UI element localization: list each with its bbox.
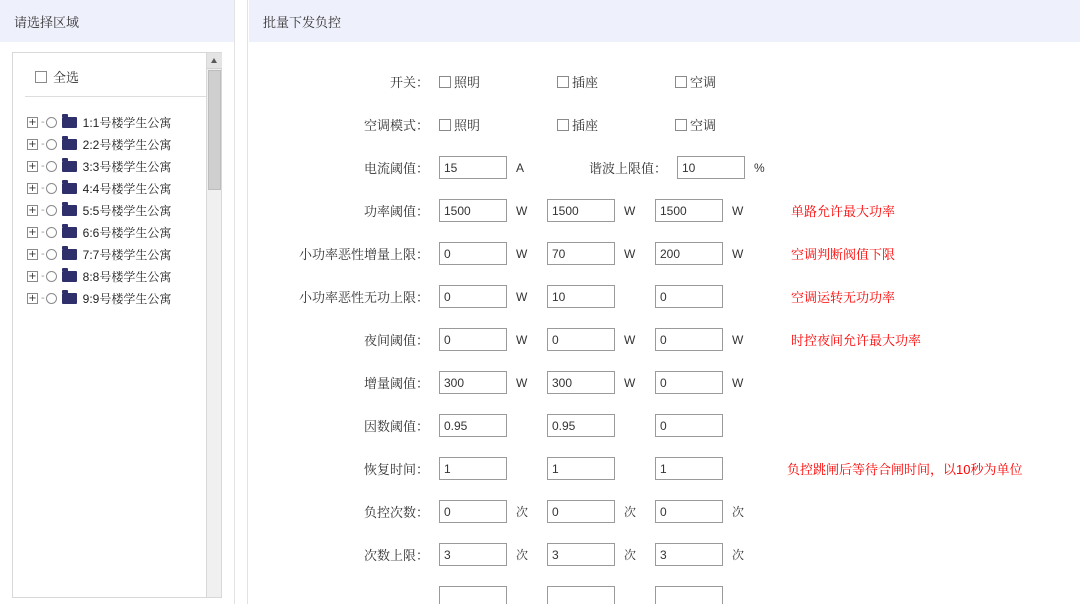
power-threshold-input-1[interactable]: [439, 199, 507, 222]
harmonic-limit-label: 谐波上限值：: [588, 161, 667, 176]
factor-threshold-field-3: [655, 414, 763, 437]
current-threshold-unit: A: [516, 160, 525, 175]
increment-threshold-unit-2: W: [624, 375, 636, 390]
tree-node[interactable]: [27, 265, 221, 287]
factor-threshold-field-2: [547, 414, 655, 437]
row-label: 小功率恶性增量上限：: [298, 247, 429, 262]
node-radio[interactable]: [46, 249, 57, 260]
low-power-increment-input-1[interactable]: [439, 242, 507, 265]
folder-icon: [62, 205, 77, 216]
tree-node[interactable]: [27, 155, 221, 177]
tree-node-label: 6:6号楼学生公寓: [82, 225, 172, 240]
form-row-low-power-increment: [249, 232, 1080, 275]
partial-field-1: [439, 586, 547, 604]
form-row-recovery-time: [249, 447, 1080, 490]
night-threshold-input-1[interactable]: [439, 328, 507, 351]
night-threshold-field-2: [547, 328, 655, 351]
form-row-count-limit: [249, 533, 1080, 576]
tree-node-label: 7:7号楼学生公寓: [82, 247, 172, 262]
panel-separator: [234, 0, 248, 604]
node-radio[interactable]: [46, 139, 57, 150]
mode-socket-label: 插座: [572, 118, 599, 133]
node-radio[interactable]: [46, 117, 57, 128]
power-threshold-input-3[interactable]: [655, 199, 723, 222]
recovery-time-field-1: [439, 457, 547, 480]
area-panel-header: [0, 0, 234, 42]
partial-input-2[interactable]: [547, 586, 615, 604]
low-power-increment-unit-1: W: [516, 246, 528, 261]
partial-field-3: [655, 586, 763, 604]
switch-lighting-label: 照明: [454, 75, 481, 90]
batch-config-form: [249, 42, 1080, 604]
count-limit-unit-1: 次: [516, 548, 529, 562]
low-power-increment-unit-3: W: [732, 246, 744, 261]
form-row-control-count: [249, 490, 1080, 533]
recovery-time-input-1[interactable]: [439, 457, 507, 480]
tree-node-label: 3:3号楼学生公寓: [82, 159, 172, 174]
tree-line: -: [41, 248, 44, 260]
control-count-unit-2: 次: [624, 505, 637, 519]
low-power-increment-note: 空调判断阀值下限: [791, 247, 896, 262]
power-threshold-unit-3: W: [732, 203, 744, 218]
night-threshold-unit-1: W: [516, 332, 528, 347]
count-limit-unit-3: 次: [732, 548, 745, 562]
count-limit-field-3: [655, 543, 763, 566]
row-label: 负控次数：: [363, 505, 429, 520]
tree-line: -: [41, 138, 44, 150]
mode-lighting-checkbox[interactable]: [439, 119, 451, 131]
night-threshold-unit-3: W: [732, 332, 744, 347]
increment-threshold-unit-1: W: [516, 375, 528, 390]
tree-node-label: 2:2号楼学生公寓: [82, 137, 172, 152]
folder-icon: [62, 271, 77, 282]
tree-line: -: [41, 116, 44, 128]
form-panel-header: [249, 0, 1080, 42]
increment-threshold-field-3: [655, 371, 763, 394]
tree-node[interactable]: [27, 199, 221, 221]
tree-line: -: [41, 160, 44, 172]
current-threshold-field: [439, 156, 547, 179]
form-row-switch: [249, 60, 1080, 103]
batch-load-control-panel: [249, 0, 1080, 604]
mode-socket-checkbox[interactable]: [557, 119, 569, 131]
switch-lighting-checkbox[interactable]: [439, 76, 451, 88]
tree-line: -: [41, 292, 44, 304]
tree-node[interactable]: [27, 177, 221, 199]
low-power-reactive-unit-1: W: [516, 289, 528, 304]
tree-node-label: 5:5号楼学生公寓: [82, 203, 172, 218]
count-limit-field-1: [439, 543, 547, 566]
recovery-time-note: 负控跳闸后等待合闸时间，以10秒为单位: [787, 462, 1023, 477]
power-threshold-field-3: [655, 199, 763, 222]
row-label: 次数上限：: [363, 548, 429, 563]
recovery-time-field-3: [655, 457, 763, 480]
night-threshold-field-1: [439, 328, 547, 351]
low-power-increment-field-2: [547, 242, 655, 265]
row-label: 电流阈值：: [363, 161, 429, 176]
expand-icon[interactable]: +: [28, 292, 37, 304]
row-label: 空调模式：: [363, 118, 429, 133]
area-panel-title: 请选择区域: [14, 14, 80, 30]
folder-icon: [62, 293, 77, 304]
node-radio[interactable]: [46, 293, 57, 304]
harmonic-limit-unit: %: [754, 160, 765, 175]
increment-threshold-field-1: [439, 371, 547, 394]
control-count-unit-1: 次: [516, 505, 529, 519]
control-count-field-1: [439, 500, 547, 523]
row-label: 增量阈值：: [363, 376, 429, 391]
node-radio[interactable]: [46, 271, 57, 282]
folder-icon: [62, 161, 77, 172]
form-row-current-threshold: [249, 146, 1080, 189]
tree-node[interactable]: [27, 133, 221, 155]
low-power-increment-field-3: [655, 242, 763, 265]
control-count-unit-3: 次: [732, 505, 745, 519]
low-power-increment-input-2[interactable]: [547, 242, 615, 265]
tree-node-label: 4:4号楼学生公寓: [82, 181, 172, 196]
tree-node-label: 8:8号楼学生公寓: [82, 269, 172, 284]
row-label: 夜间阈值：: [363, 333, 429, 348]
recovery-time-input-2[interactable]: [547, 457, 615, 480]
form-row-night-threshold: [249, 318, 1080, 361]
switch-lighting-option[interactable]: [439, 72, 557, 91]
expand-icon[interactable]: +: [28, 204, 37, 216]
tree-node[interactable]: [27, 287, 221, 309]
switch-socket-label: 插座: [572, 75, 599, 90]
harmonic-limit-field: [677, 156, 785, 179]
tree-line: -: [41, 226, 44, 238]
select-all-row[interactable]: [13, 53, 221, 96]
expand-icon[interactable]: +: [28, 270, 37, 282]
tree-node[interactable]: [27, 111, 221, 133]
low-power-reactive-input-2[interactable]: [547, 285, 615, 308]
row-label: 功率阈值：: [363, 204, 429, 219]
expand-icon[interactable]: +: [28, 116, 37, 128]
folder-icon: [62, 117, 77, 128]
form-row-power-threshold: [249, 189, 1080, 232]
power-threshold-input-2[interactable]: [547, 199, 615, 222]
low-power-reactive-field-3: [655, 285, 763, 308]
form-row-low-power-reactive: [249, 275, 1080, 318]
harmonic-limit-input[interactable]: [677, 156, 745, 179]
row-label: 小功率恶性无功上限：: [298, 290, 429, 305]
expand-icon[interactable]: +: [28, 248, 37, 260]
partial-input-3[interactable]: [655, 586, 723, 604]
recovery-time-input-3[interactable]: [655, 457, 723, 480]
low-power-reactive-field-1: [439, 285, 547, 308]
low-power-increment-input-3[interactable]: [655, 242, 723, 265]
switch-aircon-label: 空调: [690, 75, 717, 90]
expand-icon[interactable]: +: [28, 226, 37, 238]
control-count-input-2[interactable]: [547, 500, 615, 523]
power-threshold-unit-1: W: [516, 203, 528, 218]
factor-threshold-field-1: [439, 414, 547, 437]
factor-threshold-input-3[interactable]: [655, 414, 723, 437]
switch-socket-checkbox[interactable]: [557, 76, 569, 88]
tree-node-label: 1:1号楼学生公寓: [82, 115, 172, 130]
folder-icon: [62, 227, 77, 238]
tree-line: -: [41, 204, 44, 216]
mode-aircon-option[interactable]: [675, 115, 793, 134]
form-row-aircon-mode: [249, 103, 1080, 146]
low-power-reactive-note: 空调运转无功功率: [791, 290, 896, 305]
expand-icon[interactable]: +: [28, 138, 37, 150]
form-panel-title: 批量下发负控: [263, 14, 342, 30]
select-all-label: 全选: [53, 70, 80, 85]
mode-aircon-checkbox[interactable]: [675, 119, 687, 131]
scrollbar-thumb[interactable]: [208, 70, 221, 190]
folder-icon: [62, 249, 77, 260]
power-threshold-note: 单路允许最大功率: [791, 204, 896, 219]
increment-threshold-input-1[interactable]: [439, 371, 507, 394]
control-count-field-2: [547, 500, 655, 523]
low-power-reactive-field-2: [547, 285, 655, 308]
increment-threshold-input-3[interactable]: [655, 371, 723, 394]
switch-aircon-checkbox[interactable]: [675, 76, 687, 88]
tree-node[interactable]: [27, 243, 221, 265]
low-power-increment-field-1: [439, 242, 547, 265]
folder-icon: [62, 139, 77, 150]
partial-input-1[interactable]: [439, 586, 507, 604]
increment-threshold-unit-3: W: [732, 375, 744, 390]
row-label: 开关：: [389, 75, 429, 90]
power-threshold-field-2: [547, 199, 655, 222]
control-count-input-3[interactable]: [655, 500, 723, 523]
current-threshold-input[interactable]: [439, 156, 507, 179]
mode-lighting-option[interactable]: [439, 115, 557, 134]
low-power-increment-unit-2: W: [624, 246, 636, 261]
night-threshold-note: 时控夜间允许最大功率: [791, 333, 922, 348]
tree-node[interactable]: [27, 221, 221, 243]
mode-lighting-label: 照明: [454, 118, 481, 133]
control-count-field-3: [655, 500, 763, 523]
night-threshold-field-3: [655, 328, 763, 351]
area-selection-panel: [0, 0, 234, 604]
form-row-partial: [249, 576, 1080, 604]
select-all-checkbox[interactable]: [35, 71, 47, 83]
node-radio[interactable]: [46, 183, 57, 194]
count-limit-input-3[interactable]: [655, 543, 723, 566]
factor-threshold-input-2[interactable]: [547, 414, 615, 437]
row-label: 恢复时间：: [363, 462, 429, 477]
recovery-time-field-2: [547, 457, 655, 480]
node-radio[interactable]: [46, 161, 57, 172]
tree-line: -: [41, 182, 44, 194]
node-radio[interactable]: [46, 205, 57, 216]
low-power-reactive-input-3[interactable]: [655, 285, 723, 308]
count-limit-unit-2: 次: [624, 548, 637, 562]
tree-node-label: 9:9号楼学生公寓: [82, 291, 172, 306]
night-threshold-input-3[interactable]: [655, 328, 723, 351]
factor-threshold-input-1[interactable]: [439, 414, 507, 437]
power-threshold-unit-2: W: [624, 203, 636, 218]
count-limit-field-2: [547, 543, 655, 566]
form-row-increment-threshold: [249, 361, 1080, 404]
low-power-reactive-input-1[interactable]: [439, 285, 507, 308]
area-tree: [13, 97, 221, 309]
tree-line: -: [41, 270, 44, 282]
night-threshold-unit-2: W: [624, 332, 636, 347]
count-limit-input-2[interactable]: [547, 543, 615, 566]
tree-scrollbar[interactable]: [206, 53, 221, 597]
increment-threshold-field-2: [547, 371, 655, 394]
node-radio[interactable]: [46, 227, 57, 238]
power-threshold-field-1: [439, 199, 547, 222]
expand-icon[interactable]: +: [28, 160, 37, 172]
count-limit-input-1[interactable]: [439, 543, 507, 566]
mode-socket-option[interactable]: [557, 115, 675, 134]
area-tree-container: [12, 52, 222, 598]
mode-aircon-label: 空调: [690, 118, 717, 133]
switch-socket-option[interactable]: [557, 72, 675, 91]
switch-aircon-option[interactable]: [675, 72, 793, 91]
form-row-factor-threshold: [249, 404, 1080, 447]
control-count-input-1[interactable]: [439, 500, 507, 523]
increment-threshold-input-2[interactable]: [547, 371, 615, 394]
scroll-up-arrow-icon[interactable]: [207, 53, 222, 69]
folder-icon: [62, 183, 77, 194]
expand-icon[interactable]: +: [28, 182, 37, 194]
row-label: 因数阈值：: [363, 419, 429, 434]
night-threshold-input-2[interactable]: [547, 328, 615, 351]
partial-field-2: [547, 586, 655, 604]
